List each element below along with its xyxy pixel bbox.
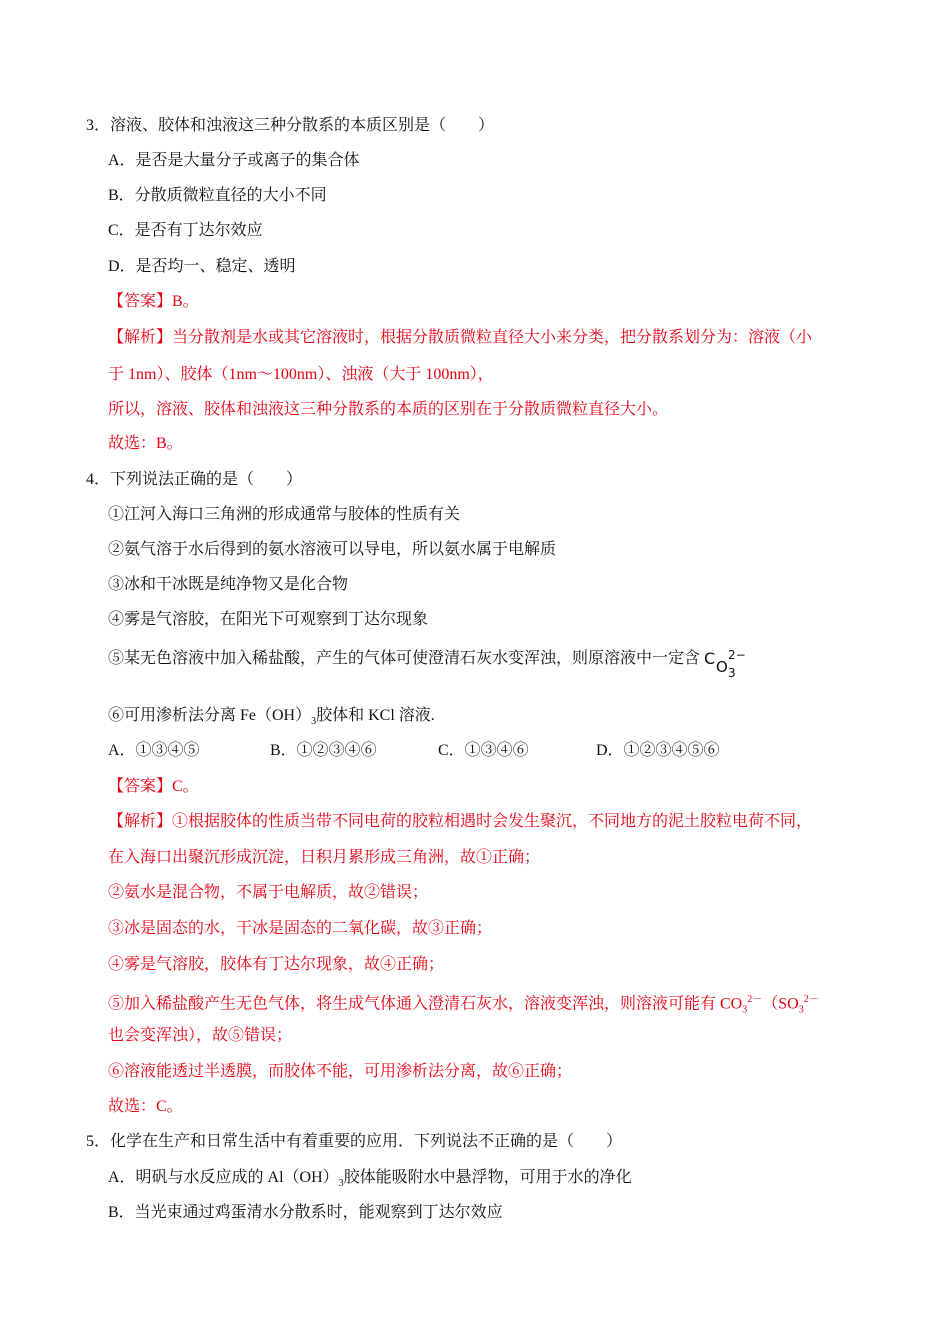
q4-item: ③冰和干冰既是纯净物又是化合物 bbox=[108, 576, 349, 593]
q3-answer: 【答案】B。 bbox=[108, 293, 199, 310]
q4-option-b: B．①②③④⑥ bbox=[270, 742, 377, 759]
q4-option-a: A．①③④⑤ bbox=[108, 742, 200, 759]
q3-option-d: D．是否均一、稳定、透明 bbox=[108, 258, 296, 275]
subscript: 3 bbox=[742, 1004, 748, 1016]
q3-option-c: C．是否有丁达尔效应 bbox=[108, 222, 263, 239]
superscript: 2－ bbox=[803, 994, 819, 1005]
ion-charge: 2− bbox=[728, 648, 746, 662]
text: A．明矾与水反应成的 Al（OH） bbox=[108, 1169, 339, 1186]
superscript: 2－ bbox=[747, 994, 763, 1005]
q3-option-b: B．分散质微粒直径的大小不同 bbox=[108, 187, 327, 204]
q3-analysis-line: 于 1nm）、胶体（1nm～100nm）、浊液（大于 100nm）， bbox=[108, 366, 494, 383]
question-5-stem: 5．化学在生产和日常生活中有着重要的应用．下列说法不正确的是（ ） bbox=[86, 1133, 623, 1150]
q3-option-a: A．是否是大量分子或离子的集合体 bbox=[108, 152, 360, 169]
q4-item-5 bbox=[108, 648, 746, 680]
text: （SO bbox=[762, 995, 799, 1013]
text: 胶体和 KCl 溶液. bbox=[316, 707, 435, 724]
q4-analysis-line: 在入海口出聚沉形成沉淀，日积月累形成三角洲，故①正确； bbox=[108, 849, 541, 866]
q4-item: ①江河入海口三角洲的形成通常与胶体的性质有关 bbox=[108, 506, 461, 523]
subscript: 3 bbox=[311, 716, 317, 728]
text: ⑤加入稀盐酸产生无色气体，将生成气体通入澄清石灰水，溶液变浑浊，则溶液可能有 CO bbox=[108, 995, 743, 1013]
carbonate-ion-formula bbox=[704, 648, 746, 680]
q4-answer: 【答案】C。 bbox=[108, 778, 199, 795]
q4-analysis-line: 【解析】①根据胶体的性质当带不同电荷的胶粒相遇时会发生聚沉，不同地方的泥土胶粒电荷不同， bbox=[108, 813, 813, 830]
subscript: 3 bbox=[798, 1004, 804, 1016]
ion-subscript: 3 bbox=[728, 666, 736, 680]
q4-option-d: D．①②③④⑤⑥ bbox=[596, 742, 720, 759]
q4-analysis-line: ⑥溶液能透过半透膜，而胶体不能，可用渗析法分离，故⑥正确； bbox=[108, 1063, 573, 1080]
q4-analysis-line: 故选：C。 bbox=[108, 1098, 183, 1115]
q4-analysis-line: ②氨水是混合物，不属于电解质，故②错误； bbox=[108, 884, 429, 901]
q4-analysis-line: ③冰是固态的水，干冰是固态的二氧化碳，故③正确； bbox=[108, 920, 493, 937]
q4-item-5-text: ⑤某无色溶液中加入稀盐酸，产生的气体可使澄清石灰水变浑浊，则原溶液中一定含 bbox=[108, 650, 701, 667]
q3-analysis-line: 所以，溶液、胶体和浊液这三种分散系的本质的区别在于分散质微粒直径大小。 bbox=[108, 401, 669, 418]
q3-analysis-line: 故选：B。 bbox=[108, 435, 183, 452]
q4-analysis-line: ④雾是气溶胶，胶体有丁达尔现象，故④正确； bbox=[108, 956, 445, 973]
question-4-stem: 4．下列说法正确的是（ ） bbox=[86, 471, 303, 488]
text: ⑥可用渗析法分离 Fe（OH） bbox=[108, 707, 312, 724]
text: 胶体能吸附水中悬浮物，可用于水的净化 bbox=[343, 1169, 632, 1186]
q4-item: ④雾是气溶胶，在阳光下可观察到丁达尔现象 bbox=[108, 611, 429, 628]
q3-analysis-line: 【解析】当分散剂是水或其它溶液时，根据分散质微粒直径大小来分类，把分散系划分为：溶液（小 bbox=[108, 329, 813, 346]
q4-analysis-line-5 bbox=[108, 989, 819, 1022]
q5-option-a bbox=[108, 1167, 632, 1195]
subscript: 3 bbox=[338, 1178, 344, 1190]
q4-option-c: C．①③④⑥ bbox=[438, 742, 529, 759]
q4-options bbox=[108, 740, 720, 762]
q4-item: ②氨气溶于水后得到的氨水溶液可以导电，所以氨水属于电解质 bbox=[108, 541, 557, 558]
q5-option-b: B．当光束通过鸡蛋清水分散系时，能观察到丁达尔效应 bbox=[108, 1204, 503, 1221]
q4-item-6 bbox=[108, 705, 435, 733]
q4-analysis-line: 也会变浑浊），故⑤错误； bbox=[108, 1027, 293, 1044]
ion-o: O bbox=[716, 658, 728, 676]
question-3-stem: 3．溶液、胶体和浊液这三种分散系的本质区别是（ ） bbox=[86, 117, 495, 134]
ion-c: C bbox=[704, 649, 716, 668]
